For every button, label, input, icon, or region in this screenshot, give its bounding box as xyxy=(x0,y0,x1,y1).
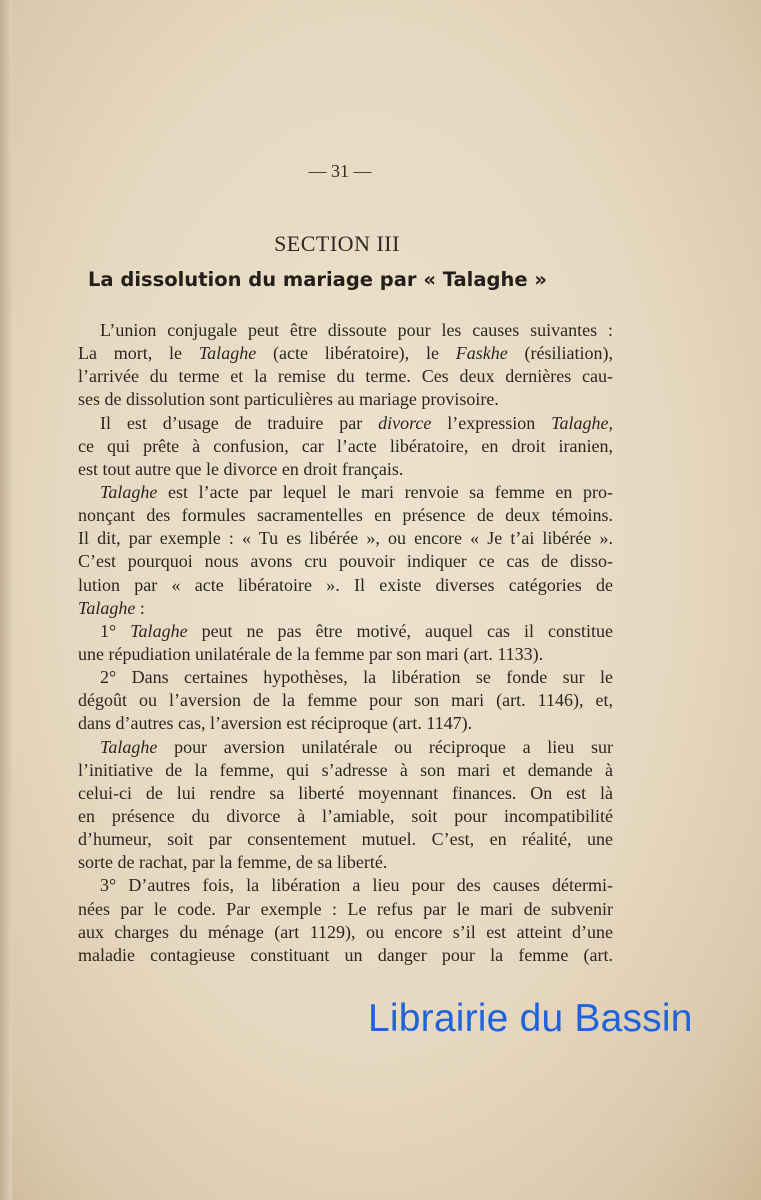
text-run: une répudiation unilatérale de la femme par son mari (art. 1133). xyxy=(78,643,544,664)
text-run: maladie contagieuse constituant un danger pour la femme (art. xyxy=(78,944,613,965)
text-line xyxy=(78,412,613,435)
section-heading: SECTION III xyxy=(274,231,400,256)
italic-term: Talaghe xyxy=(130,620,188,641)
text-line xyxy=(78,435,613,458)
watermark-text: Librairie du Bassin xyxy=(368,997,693,1040)
text-run: dégoût ou l’aversion de la femme pour son mari (art. 1146), et, xyxy=(78,690,613,711)
text-run: dans d’autres cas, l’aversion est réciproque (art. 1147). xyxy=(78,713,473,734)
text-line xyxy=(78,388,613,411)
text-line xyxy=(78,921,613,944)
text-line xyxy=(78,851,613,874)
text-run: 1° xyxy=(100,620,131,641)
text-run: Il dit, par exemple : « Tu es libérée », ou encore « Je t’ai libérée ». xyxy=(78,528,613,549)
text-line xyxy=(78,689,613,712)
text-line xyxy=(78,319,613,342)
text-line xyxy=(78,828,613,851)
text-line xyxy=(78,342,613,365)
text-run: L’union conjugale peut être dissoute pour les causes suivantes : xyxy=(100,320,613,340)
text-line xyxy=(78,550,613,573)
text-run: celui-ci de lui rendre sa liberté moyennant finances. On est là xyxy=(78,782,613,803)
italic-term: Talaghe xyxy=(100,481,158,502)
text-run: est tout autre que le divorce en droit français. xyxy=(78,458,404,479)
text-line xyxy=(78,458,613,481)
text-line xyxy=(78,504,613,527)
text-run: (acte libératoire), le xyxy=(256,343,456,364)
italic-term: Talaghe xyxy=(100,736,158,757)
text-run: sorte de rachat, par la femme, de sa liberté. xyxy=(78,852,388,873)
text-run: pour aversion unilatérale ou réciproque a lieu sur xyxy=(157,736,613,757)
text-run: ses de dissolution sont particulières au mariage provisoire. xyxy=(78,389,499,410)
text-run: 2° Dans certaines hypothèses, la libération se fonde sur le xyxy=(100,667,613,688)
text-line xyxy=(78,874,613,897)
text-run: C’est pourquoi nous avons cru pouvoir indiquer ce cas de disso- xyxy=(78,551,613,572)
text-run: Il est d’usage de traduire par xyxy=(100,412,379,433)
italic-term: Talaghe xyxy=(198,343,257,364)
text-line xyxy=(78,481,613,504)
text-line xyxy=(78,620,613,643)
italic-term: Talaghe, xyxy=(551,412,613,433)
text-line xyxy=(78,643,613,666)
text-run: d’humeur, soit par consentement mutuel. C’est, en réalité, une xyxy=(78,829,613,850)
text-run: : xyxy=(135,597,145,618)
text-run: ce qui prête à confusion, car l’acte libératoire, en droit iranien, xyxy=(78,435,613,456)
body-text xyxy=(78,319,613,967)
text-line xyxy=(78,759,613,782)
text-run: nonçant des formules sacramentelles en présence de deux témoins. xyxy=(78,505,613,526)
text-run: l’expression xyxy=(431,412,552,433)
text-run: nées par le code. Par exemple : Le refus par le mari de subvenir xyxy=(78,898,613,919)
italic-term: Faskhe xyxy=(455,343,508,364)
text-run: l’initiative de la femme, qui s’adresse à son mari et demande à xyxy=(78,759,613,780)
text-line xyxy=(78,527,613,550)
text-run: en présence du divorce à l’amiable, soit pour incompatibilité xyxy=(78,805,613,826)
page-number: — 31 — xyxy=(308,161,372,181)
text-run: 3° D’autres fois, la libération a lieu pour des causes détermi- xyxy=(100,875,613,896)
text-line xyxy=(78,712,613,735)
text-run: l’arrivée du terme et la remise du terme. Ces deux dernières cau- xyxy=(78,366,613,387)
section-title: La dissolution du mariage par « Talaghe » xyxy=(88,268,547,291)
text-line xyxy=(78,736,613,759)
italic-term: Talaghe xyxy=(78,597,136,618)
italic-term: divorce xyxy=(378,412,432,433)
text-run: peut ne pas être motivé, auquel cas il constitue xyxy=(187,620,613,641)
text-line xyxy=(78,944,613,967)
text-run: est l’acte par lequel le mari renvoie sa femme en pro- xyxy=(157,481,613,502)
text-run: La mort, le xyxy=(78,343,199,364)
text-line xyxy=(78,666,613,689)
text-run: (résiliation), xyxy=(507,343,613,364)
text-line xyxy=(78,805,613,828)
text-run: lution par « acte libératoire ». Il existe diverses catégories de xyxy=(78,574,613,595)
text-line xyxy=(78,574,613,597)
text-line xyxy=(78,898,613,921)
text-line xyxy=(78,597,613,620)
text-line xyxy=(78,365,613,388)
text-run: aux charges du ménage (art 1129), ou encore s’il est atteint d’une xyxy=(78,921,613,942)
text-line xyxy=(78,782,613,805)
